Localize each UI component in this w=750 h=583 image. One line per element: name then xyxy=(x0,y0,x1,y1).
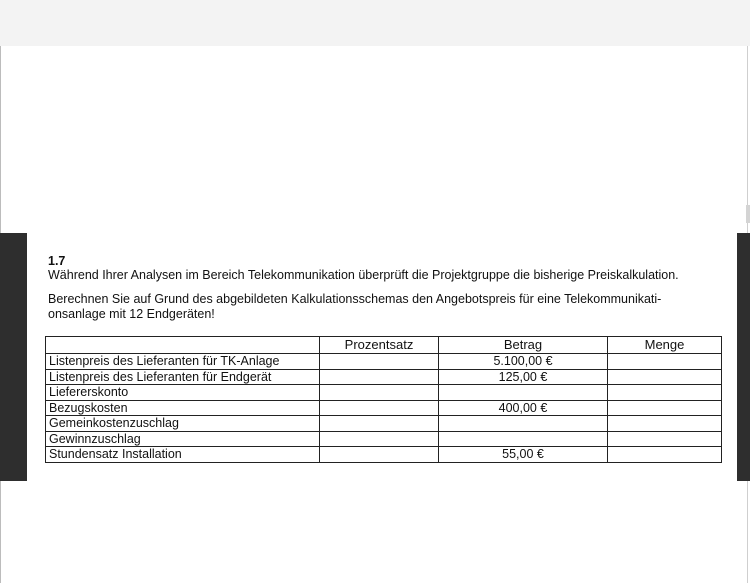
header-percent: Prozentsatz xyxy=(320,337,439,354)
calculation-table xyxy=(45,336,722,463)
task-instruction-line-1: Berechnen Sie auf Grund des abgebildeten Kalkulationsschemas den Angebotspreis für eine Telekommunikati- xyxy=(48,292,662,306)
row-amount: 400,00 € xyxy=(439,400,608,416)
row-percent xyxy=(320,369,439,385)
page-right-margin-dark xyxy=(737,233,750,481)
table-row xyxy=(46,431,722,447)
row-percent xyxy=(320,416,439,432)
table-row xyxy=(46,354,722,370)
task-intro: Während Ihrer Analysen im Bereich Telekommunikation überprüft die Projektgruppe die bisherige Preiskalkulation. xyxy=(48,268,679,282)
row-label: Liefererskonto xyxy=(46,385,320,401)
row-percent xyxy=(320,400,439,416)
row-amount: 55,00 € xyxy=(439,447,608,463)
row-label: Gemeinkostenzuschlag xyxy=(46,416,320,432)
row-quantity xyxy=(608,431,722,447)
row-label: Listenpreis des Lieferanten für TK-Anlage xyxy=(46,354,320,370)
row-label: Listenpreis des Lieferanten für Endgerät xyxy=(46,369,320,385)
task-number: 1.7 xyxy=(48,254,66,268)
table-row xyxy=(46,416,722,432)
row-percent xyxy=(320,354,439,370)
row-label: Bezugskosten xyxy=(46,400,320,416)
table-row xyxy=(46,369,722,385)
row-quantity xyxy=(608,354,722,370)
row-amount: 125,00 € xyxy=(439,369,608,385)
task-instruction-line-2: onsanlage mit 12 Endgeräten! xyxy=(48,307,215,321)
task-instruction xyxy=(48,292,728,322)
row-percent xyxy=(320,385,439,401)
row-label: Stundensatz Installation xyxy=(46,447,320,463)
row-quantity xyxy=(608,369,722,385)
table-header-row xyxy=(46,337,722,354)
row-quantity xyxy=(608,447,722,463)
row-amount xyxy=(439,385,608,401)
table-row xyxy=(46,447,722,463)
table-row xyxy=(46,385,722,401)
row-amount xyxy=(439,431,608,447)
row-quantity xyxy=(608,400,722,416)
row-amount: 5.100,00 € xyxy=(439,354,608,370)
page-left-margin-dark xyxy=(0,233,27,481)
row-percent xyxy=(320,431,439,447)
row-label: Gewinnzuschlag xyxy=(46,431,320,447)
header-amount: Betrag xyxy=(439,337,608,354)
document-page xyxy=(27,233,737,481)
row-quantity xyxy=(608,385,722,401)
row-quantity xyxy=(608,416,722,432)
viewer-top-bar xyxy=(0,0,750,46)
header-quantity: Menge xyxy=(608,337,722,354)
row-amount xyxy=(439,416,608,432)
header-label xyxy=(46,337,320,354)
table-row xyxy=(46,400,722,416)
viewer-scrollbar-thumb[interactable] xyxy=(746,205,750,223)
row-percent xyxy=(320,447,439,463)
